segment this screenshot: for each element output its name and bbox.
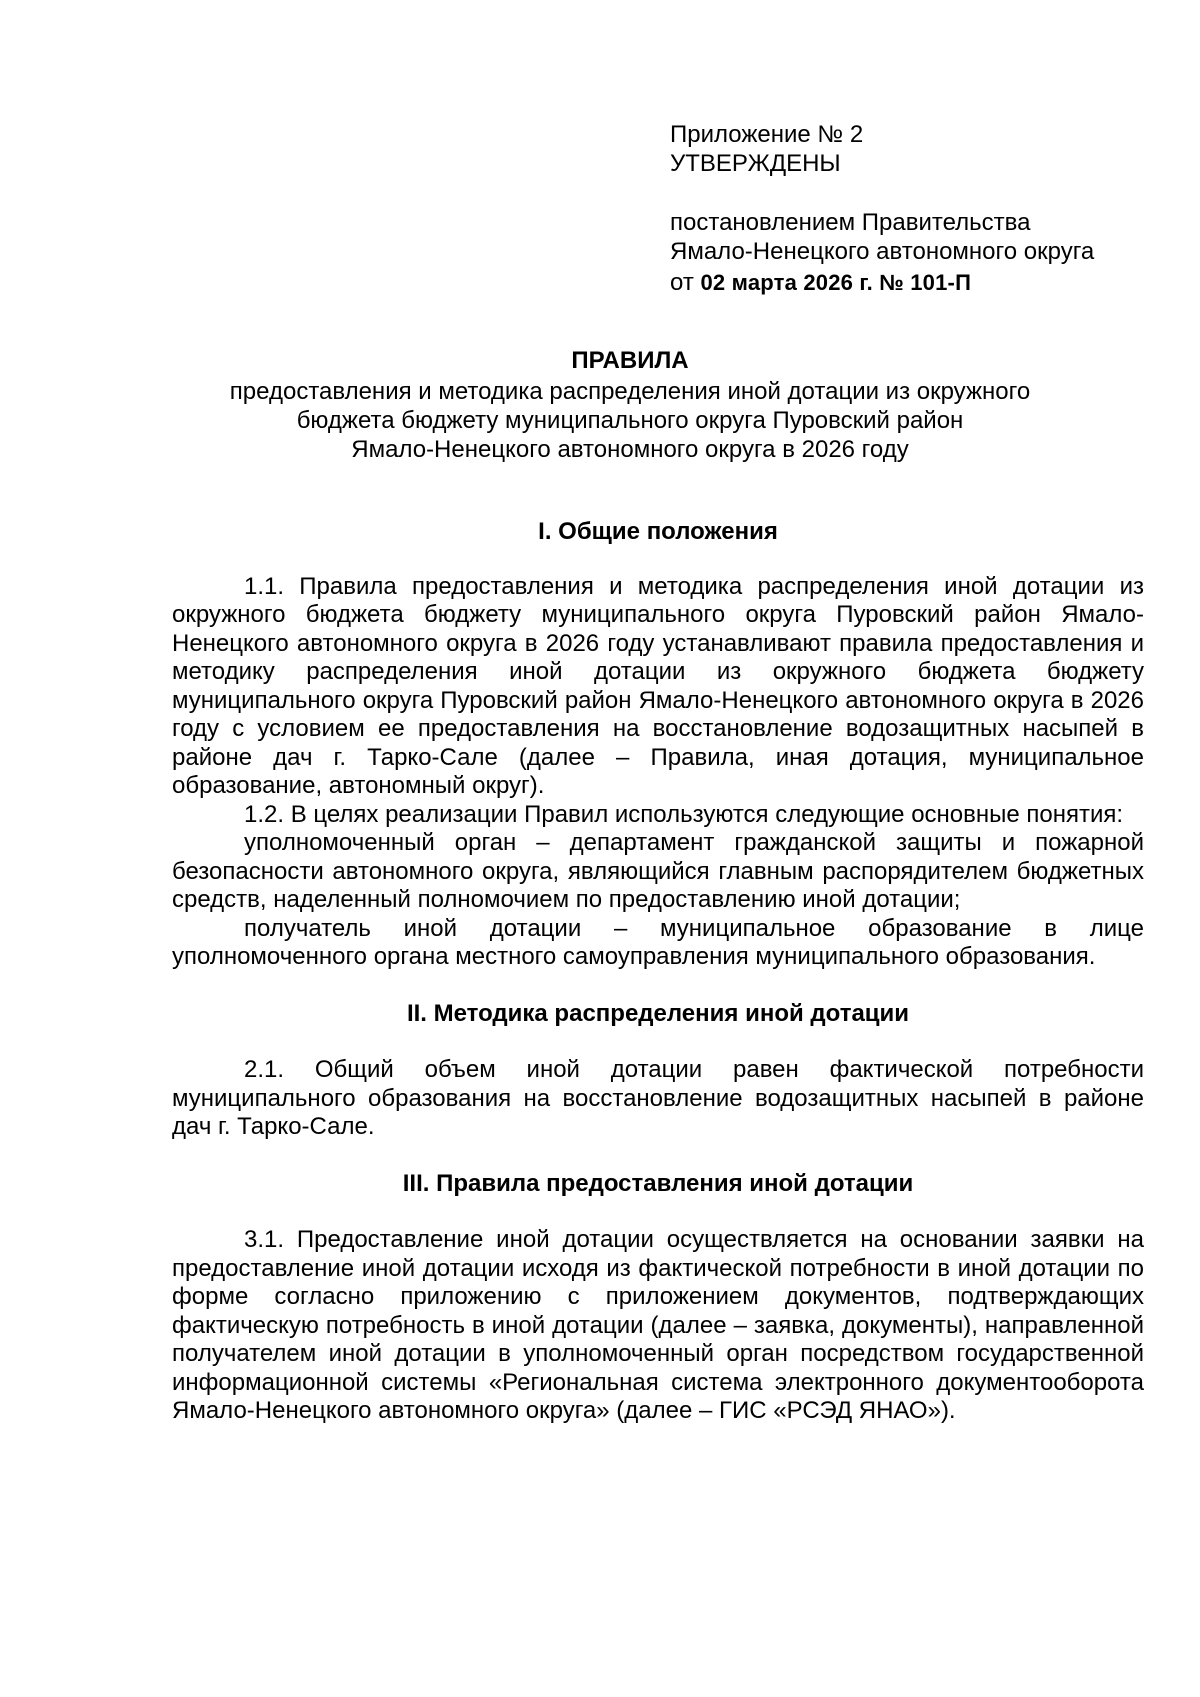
spacer (670, 178, 1160, 208)
title-line-2: бюджета бюджету муниципального округа Пуровский район (296, 407, 964, 434)
section-heading-3: III. Правила предоставления иной дотации (402, 1169, 914, 1197)
document-body (172, 518, 1144, 1426)
paragraph-3-1: 3.1. Предоставление иной дотации осуществляется на основании заявки на предоставление иной дотации исходя из фактической потребности в иной дотации по форме согласно приложению с приложением документов, подтверждающих фактическую потребность в иной дотации (далее – заявка, документы), направленной получателем иной дотации в уполномоченный орган посредством государственной информационной системы «Региональная система электронного документооборота Ямало-Ненецкого автономного округа» (далее – ГИС «РСЭД ЯНАО»). (172, 1226, 1144, 1424)
approval-block (670, 120, 1160, 297)
approval-date-line (670, 268, 1160, 297)
section-heading-1: I. Общие положения (538, 518, 778, 545)
appendix-number: Приложение № 2 (670, 121, 864, 148)
section-heading-2: II. Методика распределения иной дотации (406, 999, 910, 1027)
title-line-1: предоставления и методика распределения иной дотации из окружного (229, 378, 1031, 405)
paragraph-2-1: 2.1. Общий объем иной дотации равен фактической потребности муниципального образования на восстановление водозащитных насыпей в районе дач г. Тарко-Сале. (172, 1056, 1144, 1140)
paragraph-1-2: 1.2. В целях реализации Правил используются следующие основные понятия: (244, 800, 1124, 828)
definition-recipient: получатель иной дотации – муниципальное образование в лице уполномоченного органа местного самоуправления муниципального образования. (172, 914, 1144, 970)
approval-line-1: постановлением Правительства (670, 209, 1031, 236)
document-title-block (170, 346, 1090, 464)
definition-authorized-body: уполномоченный орган – департамент гражданской защиты и пожарной безопасности автономного округа, являющийся главным распорядителем бюджетных средств, наделенный полномочием по предоставлению иной дотации; (172, 829, 1144, 913)
paragraph-1-1: 1.1. Правила предоставления и методика распределения иной дотации из окружного бюджета бюджету муниципального округа Пуровский район Ямало-Ненецкого автономного округа в 2026 году устанавливают правила предоставления и методику распределения иной дотации из окружного бюджета бюджету муниципального округа Пуровский район Ямало-Ненецкого автономного округа в 2026 году с условием ее предоставления на восстановление водозащитных насыпей в районе дач г. Тарко-Сале (далее – Правила, иная дотация, муниципальное образование, автономный округ). (172, 572, 1144, 799)
approval-line-2: Ямало-Ненецкого автономного округа (670, 238, 1095, 265)
date-value: 02 марта 2026 г. № 101-П (700, 270, 972, 295)
approved-label: УТВЕРЖДЕНЫ (670, 150, 841, 177)
title-line-3: Ямало-Ненецкого автономного округа в 2026 году (351, 436, 909, 463)
date-prefix: от (670, 269, 694, 296)
document-title: ПРАВИЛА (571, 347, 689, 374)
